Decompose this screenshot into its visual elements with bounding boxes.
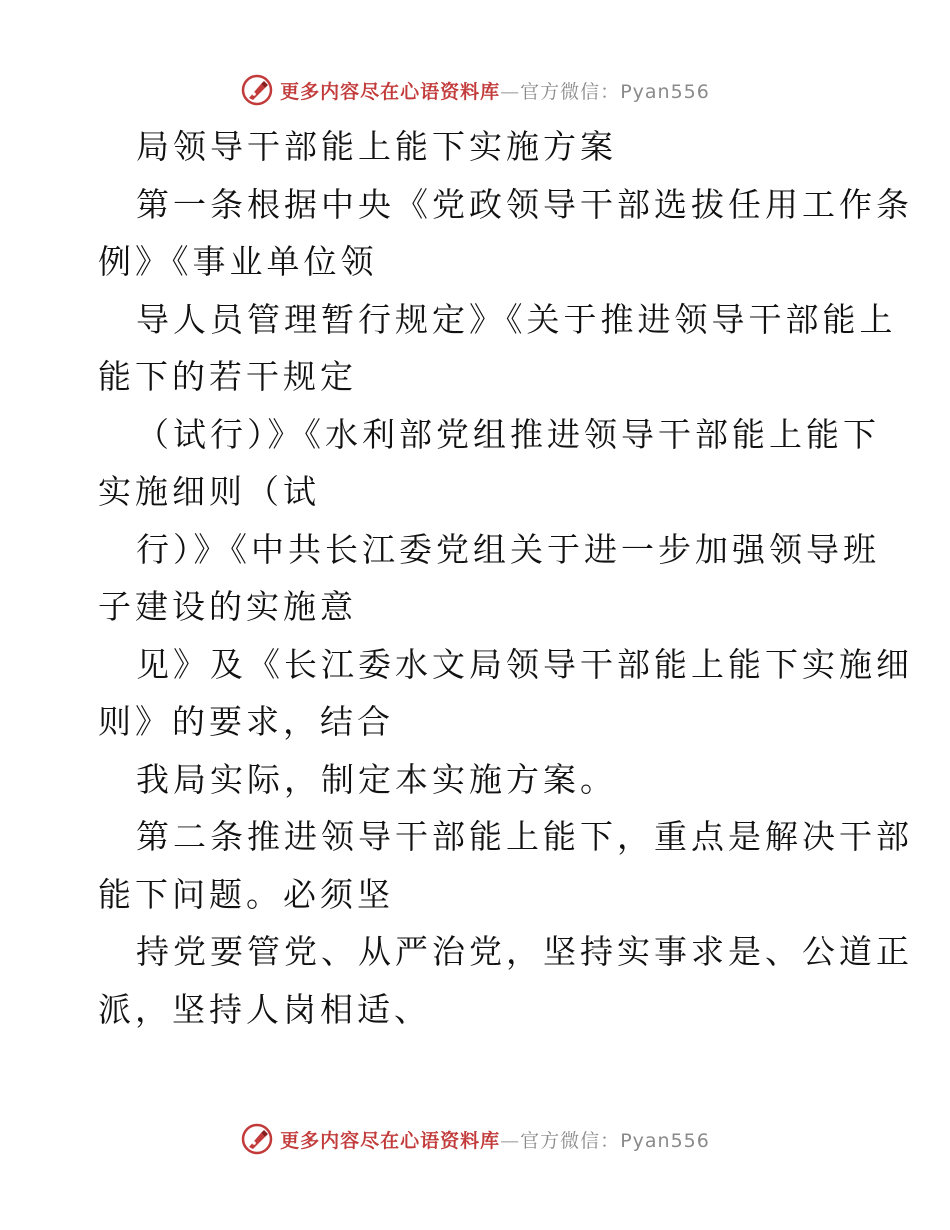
paragraph-line: 能下的若干规定 bbox=[98, 357, 357, 396]
paragraph-line: 例》《事业单位领 bbox=[98, 242, 378, 281]
banner-dash: — bbox=[500, 80, 521, 103]
document-body bbox=[98, 118, 913, 1038]
paragraph-line: 能下问题。必须坚 bbox=[98, 874, 394, 914]
paragraph-line: （试行）》《水利部党组推进领导干部能上能下 bbox=[136, 414, 880, 454]
paragraph-line: 第二条推进领导干部能上能下，重点是解决干部 bbox=[136, 817, 913, 856]
banner-handle: Pyan556 bbox=[620, 1129, 710, 1152]
banner-brand: 更多内容尽在心语资料库 bbox=[280, 80, 501, 103]
pen-nib-circle-icon bbox=[240, 73, 274, 107]
paragraph-line: 子建设的实施意 bbox=[98, 587, 357, 626]
banner-dash: — bbox=[500, 1129, 521, 1152]
paragraph-line: 第一条根据中央《党政领导干部选拔任用工作条 bbox=[136, 184, 913, 224]
banner-label: 官方微信： bbox=[520, 80, 621, 103]
pen-nib-circle-icon bbox=[240, 1122, 274, 1156]
paragraph-line: 行）》《中共长江委党组关于进一步加强领导班 bbox=[136, 529, 880, 569]
paragraph-line: 我局实际，制定本实施方案。 bbox=[136, 759, 617, 799]
banner-text bbox=[280, 1126, 710, 1153]
paragraph-line: 实施细则（试 bbox=[98, 472, 320, 511]
document-title: 局领导干部能上能下实施方案 bbox=[136, 127, 617, 166]
banner-label: 官方微信： bbox=[520, 1129, 621, 1152]
footer-banner bbox=[0, 1119, 950, 1159]
banner-text bbox=[280, 77, 710, 104]
paragraph-line: 导人员管理暂行规定》《关于推进领导干部能上 bbox=[136, 299, 897, 339]
paragraph-line: 派，坚持人岗相适、 bbox=[98, 989, 431, 1029]
header-banner bbox=[0, 70, 950, 110]
paragraph-line: 见》及《长江委水文局领导干部能上能下实施细 bbox=[136, 644, 913, 684]
paragraph-line: 持党要管党、从严治党，坚持实事求是、公道正 bbox=[136, 932, 913, 971]
banner-handle: Pyan556 bbox=[620, 80, 710, 103]
paragraph-line: 则》的要求，结合 bbox=[98, 702, 394, 741]
banner-brand: 更多内容尽在心语资料库 bbox=[280, 1129, 501, 1152]
